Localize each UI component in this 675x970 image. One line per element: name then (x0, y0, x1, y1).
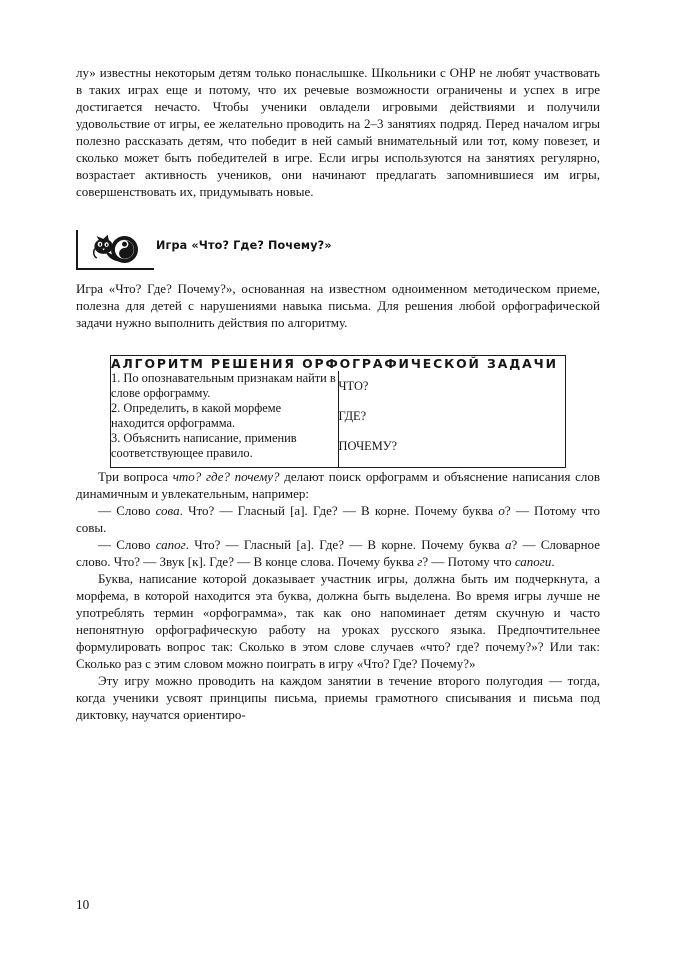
paragraph-example-sapog (76, 536, 600, 570)
example-sova-word: сова (155, 503, 180, 518)
example-sapog-letter-g: г (417, 554, 423, 569)
example-sapog-letter-a: а (504, 537, 512, 552)
example-sapog-part-d: ? — Потому что (422, 554, 515, 569)
paragraph-letter-rules: Буква, написание которой доказывает участник игры, должна быть им подчеркнута, а морфема, в которой находится эта буква, должна быть выделена. Во время игры лучше не употреблять термин «орфограмма», так как оно напоминает детям скучную и часто непонятную орфографическую работу на уроках русского языка. Предпочтительнее формулировать вопрос так: Сколько в этом слове случаев «что? где? почему?»? Или так: Сколько раз с этим словом можно поиграть в игру «Что? Где? Почему?» (76, 571, 600, 671)
paragraph-game-description: Игра «Что? Где? Почему?», основанная на известном одноименном методическом приеме, полезна для детей с нарушениями навыка письма. Для решения любой орфографической задачи нужно выполнить действия по алгоритму. (76, 281, 600, 330)
example-sova-part-a: — Слово (98, 503, 156, 518)
table-row (111, 401, 566, 431)
algorithm-step-text: 1. По опознавательным признакам найти в слове орфограмму. (111, 371, 339, 401)
page-number: 10 (76, 897, 90, 912)
example-sova-part-b: . Что? — Гласный [а]. Где? — В корне. Почему буква (179, 503, 499, 518)
example-sova-letter: о (498, 503, 505, 518)
algorithm-table-title: АЛГОРИТМ РЕШЕНИЯ ОРФОГРАФИЧЕСКОЙ ЗАДАЧИ (111, 356, 558, 371)
paragraph-example-sova (76, 502, 600, 536)
algorithm-step-text: 2. Определить, в какой морфеме находится орфограмма. (111, 401, 339, 431)
table-header-row (111, 356, 566, 372)
three-questions-suffix: делают поиск орфограмм и объяснение написания слов динамичным и увлекательным, например: (76, 469, 600, 501)
paragraph-intro-continued: лу» известны некоторым детям только понаслышке. Школьники с ОНР не любят участвовать в таких играх еще и потому, что их речевые возможности ограничены и успех в игре достигается нечасто. Чтобы ученики овладели игровыми действиями и получили удовольствие от игры, ее желательно проводить на 2–3 занятиях подряд. Перед началом игры полезно рассказать детям, что победит в ней самый внимательный или тот, кому повезет, и сколько может быть победителей в игре. Если игры используются на занятиях регулярно, возрастает активность учеников, они начинают предлагать запомнившиеся им игры, совершенствовать их, придумывать новые. (76, 65, 600, 199)
example-sapog-part-e: . (551, 554, 555, 569)
example-sapog-part-a: — Слово (98, 537, 156, 552)
three-questions-prefix: Три вопроса (98, 469, 173, 484)
paragraph-three-questions (76, 468, 600, 502)
table-row (111, 431, 566, 468)
page-content-column (76, 64, 600, 723)
example-sapog-part-b: . Что? — Гласный [а]. Где? — В корне. Почему буква (185, 537, 505, 552)
algorithm-table (110, 355, 566, 468)
three-questions-italic: что? где? почему? (172, 469, 280, 484)
algorithm-question-word: ГДЕ? (338, 408, 367, 423)
algorithm-question-word: ЧТО? (338, 378, 369, 393)
example-sapog-word: сапог (155, 537, 186, 552)
algorithm-table-wrapper (110, 355, 566, 468)
paragraph-closing: Эту игру можно проводить на каждом занятии в течение второго полугодия — тогда, когда ученики усвоят принципы письма, приемы грамотного списывания и письма под диктовку, научатся ориентиро- (76, 673, 600, 722)
section-title: Игра «Что? Где? Почему?» (156, 239, 332, 252)
table-row (111, 371, 566, 401)
section-heading-block (76, 228, 600, 280)
algorithm-step-text: 3. Объяснить написание, применив соответствующее правило. (111, 431, 339, 468)
example-sapog-word-plural: сапоги (514, 554, 552, 569)
example-sapog-part-c: ? — Словарное слово. Что? — Звук [к]. Где? — В конце слова. Почему буква (76, 537, 600, 569)
algorithm-question-word: ПОЧЕМУ? (338, 438, 397, 453)
cat-emblem-icon (84, 230, 146, 266)
example-sova-part-c: ? — Потому что совы. (76, 503, 600, 535)
